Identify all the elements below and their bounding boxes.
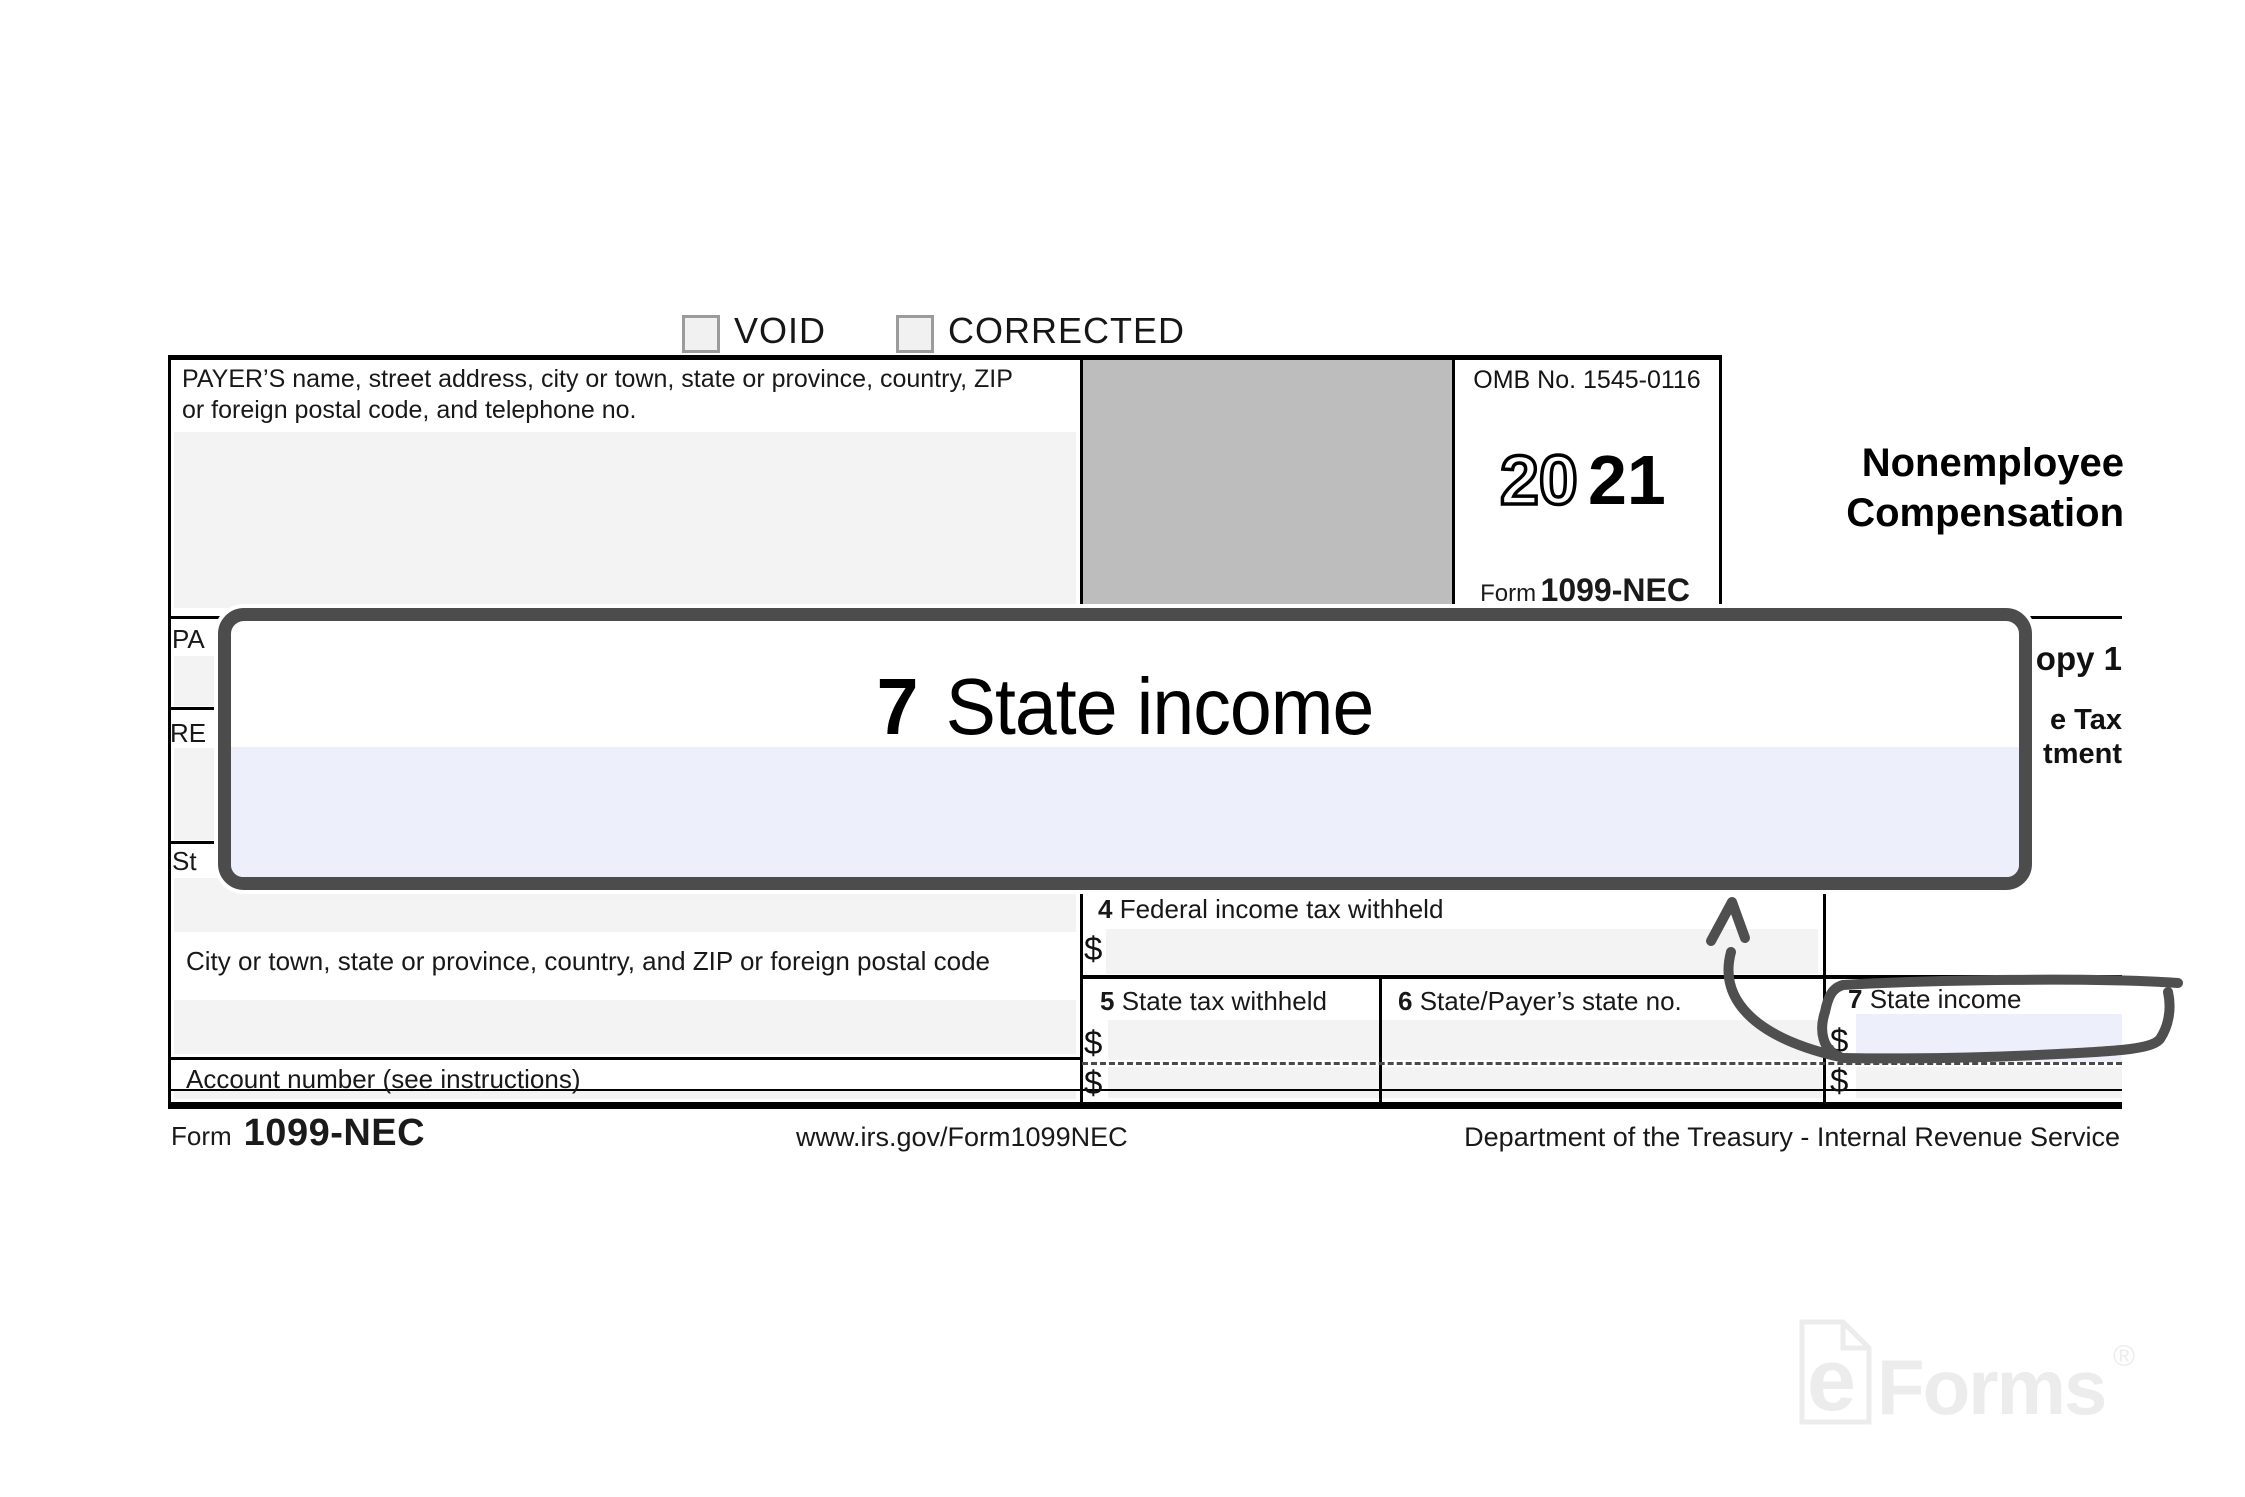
callout-title: 7 State income: [876, 662, 1374, 751]
state-tax-label-fragment: e Tax: [2049, 704, 2122, 736]
form-top-border: [168, 355, 1722, 360]
box7-label: 7 State income: [1848, 984, 2022, 1014]
grayed-box1-area: [1083, 360, 1452, 612]
account-number-label: Account number (see instructions): [186, 1064, 581, 1094]
account-row-border: [168, 1057, 1082, 1060]
city-field[interactable]: [174, 1000, 1076, 1054]
form-bottom-thick-border: [168, 1102, 2122, 1109]
payer-tin-label-fragment: PA: [172, 624, 205, 654]
form-number-cell: [1454, 572, 1716, 609]
department-label-fragment: tment: [2043, 738, 2122, 770]
box5-row2-dollar-sign: $: [1084, 1064, 1103, 1101]
box7-row2-dollar-sign: $: [1830, 1062, 1849, 1099]
box7-amount-field-highlighted[interactable]: [1856, 1014, 2122, 1062]
tax-year-2021: [1498, 446, 1708, 516]
treasury-label: Department of the Treasury - Internal Revenue Service: [1464, 1122, 2120, 1152]
box7-row1-dollar-sign: $: [1830, 1022, 1849, 1059]
payer-info-label: PAYER’S name, street address, city or town, state or province, country, ZIP or foreign postal code, and telephone no.: [182, 365, 1013, 424]
watermark-e: e: [1807, 1330, 1856, 1429]
recipient-label-fragment: RE: [170, 718, 207, 748]
void-label: VOID: [734, 310, 827, 351]
box5-row1-dollar-sign: $: [1084, 1024, 1103, 1061]
year-outline-digits: 20: [1500, 446, 1578, 516]
corrected-checkbox[interactable]: [896, 315, 934, 353]
divider-box5-box6: [1379, 976, 1382, 1105]
box4-label: 4 Federal income tax withheld: [1098, 894, 1444, 924]
city-label: City or town, state or province, country, and ZIP or foreign postal code: [186, 946, 990, 976]
footer-form-number: Form 1099-NEC: [171, 1112, 426, 1154]
form-number: 1099-NEC: [1540, 572, 1690, 608]
dashed-divider: [1082, 1062, 2122, 1065]
void-checkbox[interactable]: [682, 315, 720, 353]
form-word: Form: [1480, 580, 1537, 607]
omb-number: OMB No. 1545-0116: [1473, 366, 1701, 394]
box6-label: 6 State/Payer’s state no.: [1398, 986, 1682, 1016]
box7-callout: [218, 608, 2032, 890]
row-border-boxes567-top: [1082, 975, 2122, 979]
corrected-label: CORRECTED: [948, 310, 1186, 351]
copy1-label-fragment: opy 1: [2035, 640, 2122, 677]
street-label-fragment: St: [172, 846, 197, 876]
box5-box6-row1-field[interactable]: [1108, 1020, 1822, 1060]
box4-amount-field[interactable]: [1106, 929, 1818, 974]
watermark-forms: Forms: [1877, 1343, 2106, 1431]
irs-url: www.irs.gov/Form1099NEC: [796, 1122, 1128, 1152]
payer-name-field[interactable]: [174, 432, 1076, 608]
callout-highlighted-input[interactable]: [231, 747, 2019, 877]
registered-mark: ®: [2113, 1340, 2136, 1373]
box5-label: 5 State tax withheld: [1100, 986, 1327, 1016]
form-title: Nonemployee Compensation: [1846, 441, 2124, 535]
box7-row2-field[interactable]: [1856, 1067, 2122, 1098]
box4-dollar-sign: $: [1084, 930, 1103, 967]
year-bold-digits: 21: [1588, 446, 1666, 516]
box5-box6-row2-field[interactable]: [1108, 1067, 1822, 1098]
eforms-watermark: [1793, 1314, 2173, 1434]
omb-right-border: [1719, 358, 1722, 620]
